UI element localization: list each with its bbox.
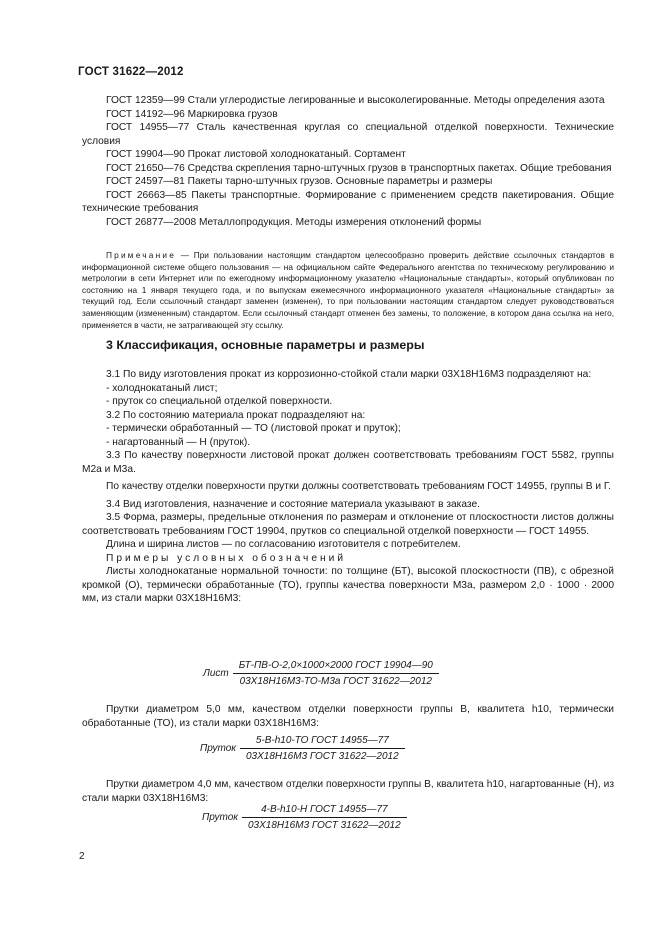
reference-item: ГОСТ 26877—2008 Металлопродукция. Методы измерения отклонений формы — [106, 216, 482, 228]
section-heading: 3 Классификация, основные параметры и размеры — [106, 338, 425, 352]
list-item: - термически обработанный — ТО (листовой прокат и пруток); — [106, 423, 401, 434]
formula-numerator: 5-В-h10-ТО ГОСТ 14955—77 — [255, 735, 389, 746]
note-label: Примечание — [106, 250, 177, 260]
reference-item: ГОСТ 19904—90 Прокат листовой холоднокатаный. Сортамент — [106, 149, 406, 160]
list-item: - холоднокатаный лист; — [106, 382, 218, 394]
designation-formula-sheet — [203, 660, 439, 687]
reference-item: ГОСТ 21650—76 Средства скрепления тарно-штучных грузов в транспортных пакетах. Общие требования — [106, 162, 612, 174]
formula-denominator: 03Х18Н16М3 ГОСТ 31622—2012 — [247, 820, 401, 831]
section-body-continued — [82, 778, 614, 805]
designation-formula-bar-2 — [202, 804, 407, 831]
reference-item: ГОСТ 24597—81 Пакеты тарно-штучных грузов. Основные параметры и размеры — [106, 176, 493, 187]
note-text: — При пользовании настоящим стандартом целесообразно проверить действие ссылочных стандартов в информационной системе общего пользования — на официальном сайте Федерального агентства по техническому регулированию и метрологии в сети Интернет или по ежегодному информационному указателю «Национальные стандарты», который опубликован по состоянию на 1 января текущего года, и по выпускам ежемесячного информационного указателя «Национальные стандарты» за текущий год. Если ссылочный стандарт заменен (изменен), то при пользовании настоящим стандартом следует руководствоваться заменяющим (измененным) стандартом. Если ссылочный стандарт отменен без замены, то положение, в котором дана ссылка на него, применяется в части, не затрагивающей эту ссылку. — [82, 250, 614, 330]
reference-item: ГОСТ 14955—77 Сталь качественная круглая со специальной отделкой поверхности. Технические условия — [82, 122, 614, 147]
page-number: 2 — [79, 851, 85, 862]
paragraph: 3.4 Вид изготовления, назначение и состояние материала указывают в заказе. — [106, 498, 480, 510]
paragraph: 3.2 По состоянию материала прокат подразделяют на: — [106, 409, 366, 421]
designation-formula-bar-1 — [200, 735, 405, 762]
reference-item: ГОСТ 14192—96 Маркировка грузов — [106, 108, 278, 120]
paragraph: По качеству отделки поверхности прутки должны соответствовать требованиям ГОСТ 14955, группы В и Г. — [106, 481, 612, 492]
section-body — [82, 368, 614, 606]
paragraph: Листы холоднокатаные нормальной точности: по толщине (БТ), высокой плоскостности (ПВ), с обрезной кромкой (О), термически обработанные (ТО), группы качества поверхности М3а, размером 2,0 · 1000 · 2000 мм, из стали марки 03Х18Н16М3: — [82, 566, 614, 604]
formula-fraction — [240, 735, 405, 762]
paragraph: 3.5 Форма, размеры, предельные отклонения по размерам и отклонение от плоскостности листов должны соответствовать требованиям ГОСТ 19904, прутков со специальной отделкой поверхности — ГОСТ 14955. — [82, 512, 614, 537]
formula-fraction — [242, 804, 407, 831]
paragraph: Прутки диаметром 4,0 мм, качеством отделки поверхности группы В, квалитета h10, нагартованные (Н), из стали марки 03Х18Н16М3: — [82, 779, 614, 804]
reference-item: ГОСТ 12359—99 Стали углеродистые легированные и высоколегированные. Методы определения азота — [106, 95, 605, 106]
paragraph: 3.1 По виду изготовления прокат из коррозионно-стойкой стали марки 03Х18Н16М3 подразделяют на: — [106, 369, 592, 380]
paragraph: Прутки диаметром 5,0 мм, качеством отделки поверхности группы В, квалитета h10, термически обработанные (ТО), из стали марки 03Х18Н16М3: — [82, 704, 614, 729]
formula-label: Пруток — [200, 743, 236, 754]
note-paragraph — [82, 250, 614, 331]
normative-references-list — [82, 94, 614, 229]
section-body-continued — [82, 703, 614, 730]
formula-denominator: 03Х18Н16М3-ТО-М3а ГОСТ 31622—2012 — [239, 676, 432, 687]
formula-label: Лист — [203, 668, 229, 679]
formula-numerator: 4-В-h10-Н ГОСТ 14955—77 — [261, 804, 388, 815]
formula-numerator: БТ-ПВ-О-2,0×1000×2000 ГОСТ 19904—90 — [238, 660, 433, 671]
examples-heading: Примеры условных обозначений — [106, 552, 347, 564]
list-item: - пруток со специальной отделкой поверхности. — [106, 396, 333, 407]
formula-denominator: 03Х18Н16М3 ГОСТ 31622—2012 — [245, 751, 399, 762]
formula-label: Пруток — [202, 812, 238, 823]
document-header: ГОСТ 31622—2012 — [78, 66, 184, 78]
list-item: - нагартованный — Н (пруток). — [106, 436, 251, 448]
paragraph: 3.3 По качеству поверхности листовой прокат должен соответствовать требованиям ГОСТ 5582, группы М2а и М3а. — [82, 450, 614, 475]
reference-item: ГОСТ 26663—85 Пакеты транспортные. Формирование с применением средств пакетирования. Общие технические требования — [82, 189, 614, 214]
paragraph: Длина и ширина листов — по согласованию изготовителя с потребителем. — [106, 539, 461, 550]
formula-fraction — [233, 660, 439, 687]
